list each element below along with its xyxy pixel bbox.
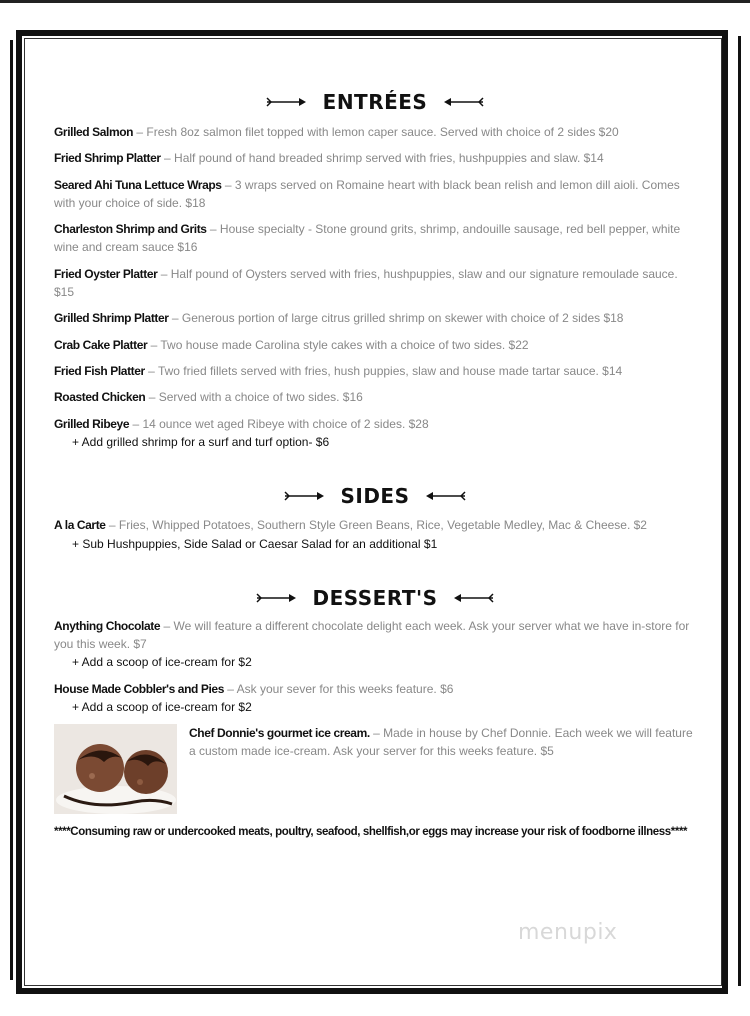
menu-item [189, 725, 694, 760]
item-name: Grilled Salmon [54, 125, 134, 139]
item-description: – Ask your sever for this weeks feature. $6 [223, 682, 454, 696]
item-name: Anything Chocolate [54, 619, 161, 633]
item-name: Fried Shrimp Platter [54, 151, 161, 165]
item-description: – Made in house by Chef Donnie. Each week we will feature a custom made ice-cream. Ask your server for this weeks feature. $5 [189, 726, 693, 758]
menu-item [54, 363, 694, 381]
menu-item [54, 310, 694, 328]
dessert-addon: + Add a scoop of ice-cream for $2 [72, 655, 252, 669]
menu-item [54, 221, 694, 256]
item-name: Grilled Ribeye [54, 417, 130, 431]
menu-item [54, 517, 694, 535]
menu-item [54, 124, 694, 142]
item-name: House Made Cobbler's and Pies [54, 682, 224, 696]
border-scratch [738, 36, 741, 986]
sides-heading-text: SIDES [340, 483, 410, 508]
desserts-heading [0, 584, 750, 610]
item-name: Grilled Shrimp Platter [54, 311, 169, 325]
item-description: – 14 ounce wet aged Ribeye with choice of 2 sides. $28 [129, 417, 429, 431]
menu-item [54, 618, 694, 653]
item-name: Chef Donnie's gourmet ice cream. [189, 726, 370, 740]
item-description: – We will feature a different chocolate delight each week. Ask your server what we have in-store for you this week. $7 [54, 619, 690, 651]
arrow-left-icon [443, 96, 485, 108]
entrees-heading [0, 88, 750, 114]
menu-item [54, 389, 694, 407]
arrow-left-icon [425, 490, 467, 502]
item-description: – 3 wraps served on Romaine heart with black bean relish and lemon dill aioli. Comes with your choice of side. $18 [54, 178, 680, 210]
item-name: Charleston Shrimp and Grits [54, 222, 207, 236]
sides-heading [0, 482, 750, 508]
item-description: – House specialty - Stone ground grits, shrimp, andouille sausage, red bell pepper, white wine and cream sauce $16 [54, 222, 681, 254]
item-name: A la Carte [54, 518, 106, 532]
item-name: Seared Ahi Tuna Lettuce Wraps [54, 178, 222, 192]
watermark: menupix [518, 920, 618, 945]
ice-cream-photo [54, 724, 177, 814]
item-description: – Fresh 8oz salmon filet topped with lemon caper sauce. Served with choice of 2 sides $20 [133, 125, 619, 139]
dessert-addon: + Add a scoop of ice-cream for $2 [72, 700, 252, 714]
menu-item [54, 177, 694, 212]
top-edge-line [0, 0, 750, 3]
menu-item [54, 416, 694, 434]
foodborne-warning: ****Consuming raw or undercooked meats, poultry, seafood, shellfish,or eggs may increase your risk of foodborne illness**** [54, 826, 688, 838]
desserts-heading-text: DESSERT'S [312, 585, 438, 610]
item-description: – Half pound of hand breaded shrimp served with fries, hushpuppies and slaw. $14 [160, 151, 604, 165]
item-name: Fried Oyster Platter [54, 267, 158, 281]
item-description: – Two house made Carolina style cakes with a choice of two sides. $22 [147, 338, 529, 352]
arrow-right-icon [283, 490, 325, 502]
item-description: – Half pound of Oysters served with fries, hushpuppies, slaw and our signature remoulade sauce. $15 [54, 267, 678, 299]
item-description: – Fries, Whipped Potatoes, Southern Style Green Beans, Rice, Vegetable Medley, Mac & Cheese. $2 [105, 518, 647, 532]
item-name: Roasted Chicken [54, 390, 146, 404]
item-name: Crab Cake Platter [54, 338, 148, 352]
menu-item [54, 337, 694, 355]
arrow-left-icon [453, 592, 495, 604]
item-description: – Two fried fillets served with fries, hush puppies, slaw and house made tartar sauce. $14 [144, 364, 623, 378]
ice-cream-icon [54, 724, 177, 814]
menu-item [54, 681, 694, 699]
border-scratch [10, 40, 13, 980]
ribeye-addon: + Add grilled shrimp for a surf and turf option- $6 [72, 435, 330, 449]
item-name: Fried Fish Platter [54, 364, 145, 378]
arrow-right-icon [255, 592, 297, 604]
item-description: – Generous portion of large citrus grilled shrimp on skewer with choice of 2 sides $18 [168, 311, 624, 325]
sides-addon: + Sub Hushpuppies, Side Salad or Caesar Salad for an additional $1 [72, 537, 438, 551]
menu-item [54, 266, 694, 301]
item-description: – Served with a choice of two sides. $16 [145, 390, 363, 404]
entrees-heading-text: ENTRÉES [322, 89, 428, 114]
menu-item [54, 150, 694, 168]
arrow-right-icon [265, 96, 307, 108]
